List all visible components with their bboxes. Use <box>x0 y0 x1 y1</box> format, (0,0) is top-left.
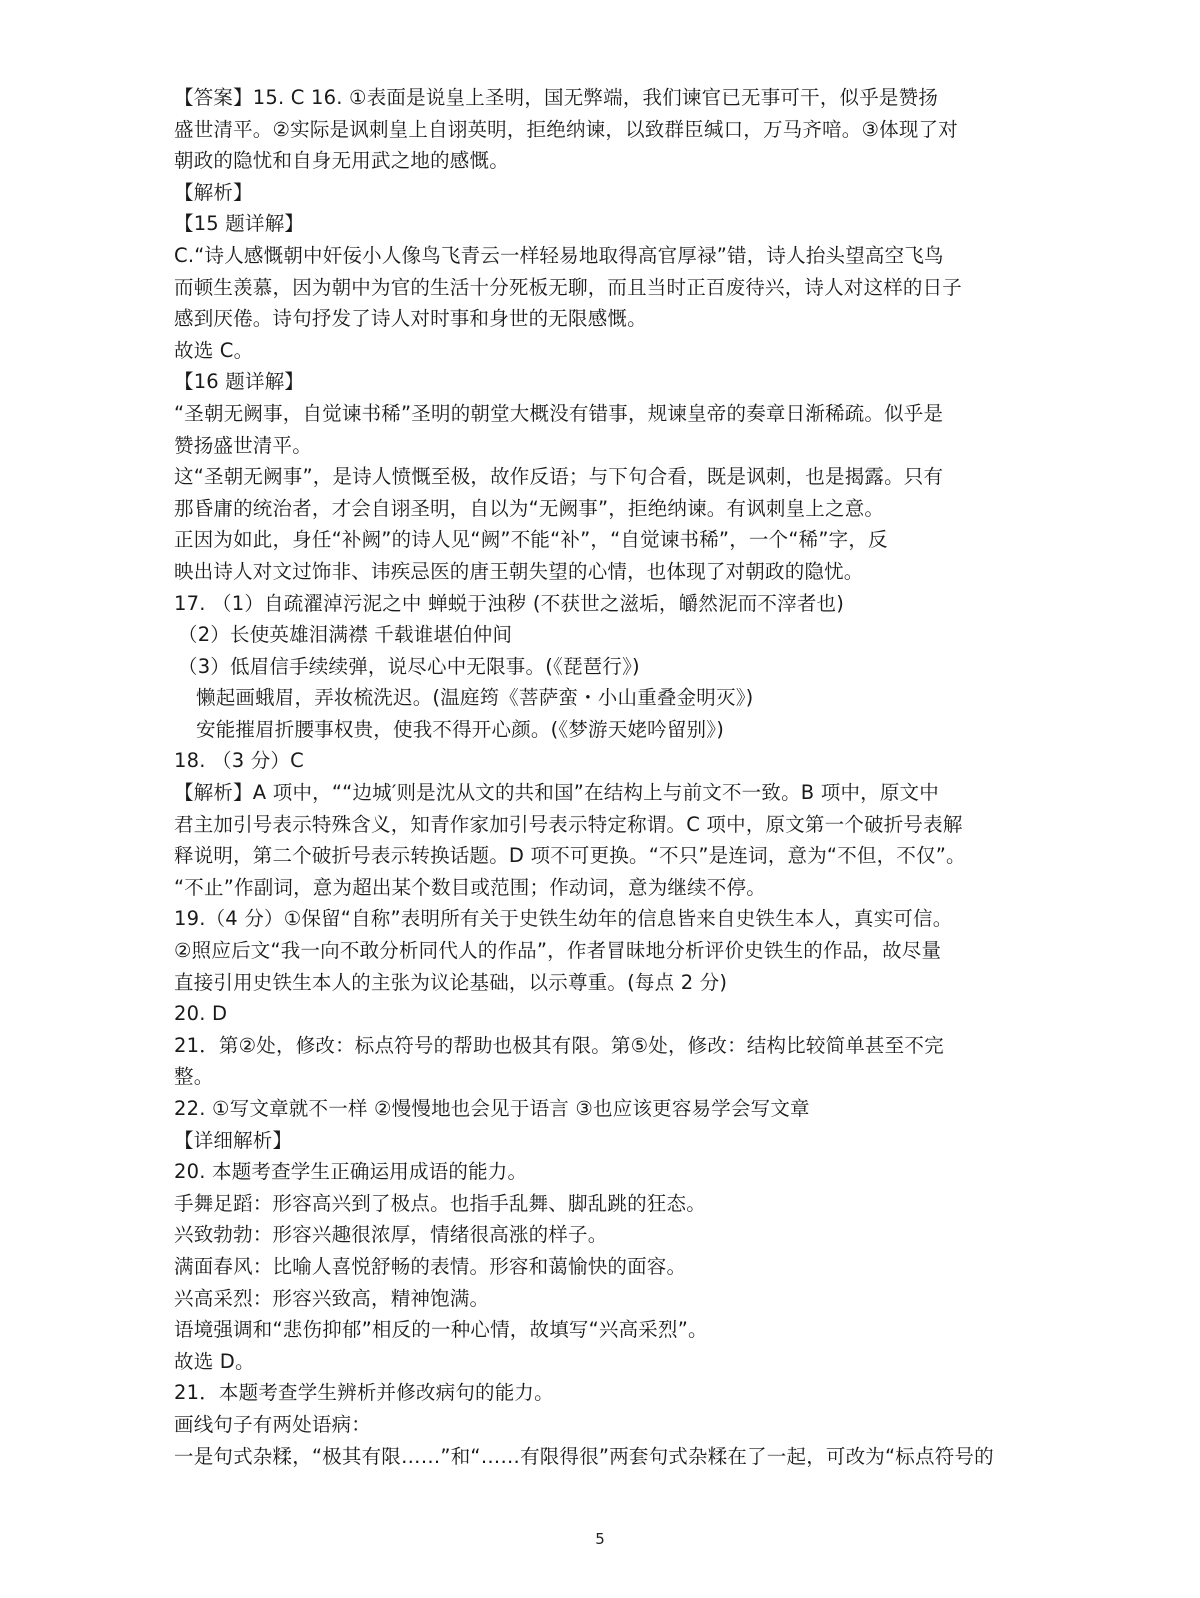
text-line: 17. （1）自疏濯淖污泥之中 蝉蜕于浊秽 (不获世之滋垢，皭然泥而不滓者也) <box>174 591 845 615</box>
text-line: 18. （3 分）C <box>174 749 304 773</box>
document-body <box>174 82 1034 1472</box>
text-line: 君主加引号表示特殊含义，知青作家加引号表示特定称谓。C 项中，原文第一个破折号表解 <box>174 812 963 836</box>
text-line: （2）长使英雄泪满襟 千载谁堪伯仲间 <box>178 623 513 647</box>
text-line: 画线句子有两处语病： <box>174 1412 372 1436</box>
text-line: 【解析】 <box>174 180 253 204</box>
text-line: 一是句式杂糅，“极其有限……”和“……有限得很”两套句式杂糅在了一起，可改为“标点符号的 <box>174 1444 994 1468</box>
text-line: 20. 本题考查学生正确运用成语的能力。 <box>174 1160 528 1184</box>
text-line: 映出诗人对文过饰非、讳疾忌医的唐王朝失望的心情，也体现了对朝政的隐忧。 <box>174 559 864 583</box>
text-line: 这“圣朝无阙事”，是诗人愤慨至极，故作反语；与下句合看，既是讽刺，也是揭露。只有 <box>174 465 944 489</box>
text-line: 【答案】15. C 16. ①表面是说皇上圣明，国无弊端，我们谏官已无事可干，似乎是赞扬 <box>174 86 939 109</box>
text-line: 直接引用史铁生本人的主张为议论基础，以示尊重。(每点 2 分) <box>174 970 728 994</box>
text-line: 故选 D。 <box>174 1349 255 1373</box>
text-line: 满面春风：比喻人喜悦舒畅的表情。形容和蔼愉快的面容。 <box>174 1254 687 1278</box>
text-line: 20. D <box>174 1002 228 1026</box>
text-line: 懒起画蛾眉，弄妆梳洗迟。(温庭筠《菩萨蛮・小山重叠金明灭》) <box>196 686 754 710</box>
page-number: 5 <box>595 1530 605 1548</box>
text-line: 【15 题详解】 <box>174 212 305 236</box>
text-line: 盛世清平。②实际是讽刺皇上自诩英明，拒绝纳谏，以致群臣缄口，万马齐喑。③体现了对 <box>174 117 958 141</box>
text-line: 【详细解析】 <box>174 1128 293 1152</box>
text-line: 【16 题详解】 <box>174 370 305 394</box>
text-line: 感到厌倦。诗句抒发了诗人对时事和身世的无限感慨。 <box>174 307 647 331</box>
text-line: 手舞足蹈：形容高兴到了极点。也指手乱舞、脚乱跳的狂态。 <box>174 1191 706 1215</box>
text-line: “不止”作副词，意为超出某个数目或范围；作动词，意为继续不停。 <box>174 875 766 899</box>
text-line: 21．第②处，修改：标点符号的帮助也极其有限。第⑤处，修改：结构比较简单甚至不完 <box>174 1033 944 1057</box>
text-line: 朝政的隐忧和自身无用武之地的感慨。 <box>174 149 509 173</box>
text-line: 正因为如此，身任“补阙”的诗人见“阙”不能“补”，“自觉谏书稀”，一个“稀”字，反 <box>174 528 888 552</box>
text-line: “圣朝无阙事，自觉谏书稀”圣明的朝堂大概没有错事，规谏皇帝的奏章日渐稀疏。似乎是 <box>174 401 944 425</box>
text-line: 释说明，第二个破折号表示转换话题。D 项不可更换。“不只”是连词，意为“不但，不仅”。 <box>174 844 966 868</box>
text-line: 故选 C。 <box>174 338 254 362</box>
text-line: 兴高采烈：形容兴致高，精神饱满。 <box>174 1286 490 1310</box>
text-line: 19.（4 分）①保留“自称”表明所有关于史铁生幼年的信息皆来自史铁生本人，真实可信。 <box>174 907 953 931</box>
text-line: 那昏庸的统治者，才会自诩圣明，自以为“无阙事”，拒绝纳谏。有讽刺皇上之意。 <box>174 496 885 520</box>
text-line: 21．本题考查学生辨析并修改病句的能力。 <box>174 1381 554 1405</box>
text-line: 兴致勃勃：形容兴趣很浓厚，情绪很高涨的样子。 <box>174 1223 608 1247</box>
text-line: 赞扬盛世清平。 <box>174 433 312 457</box>
text-line: 【解析】A 项中，““边城′则是沈从文的共和国”在结构上与前文不一致。B 项中，原文中 <box>174 781 939 805</box>
text-line: 语境强调和“悲伤抑郁”相反的一种心情，故填写“兴高采烈”。 <box>174 1318 708 1342</box>
text-line: 而顿生羡慕，因为朝中为官的生活十分死板无聊，而且当时正百废待兴，诗人对这样的日子 <box>174 275 963 299</box>
text-line: 22. ①写文章就不一样 ②慢慢地也会见于语言 ③也应该更容易学会写文章 <box>174 1097 810 1120</box>
text-line: 整。 <box>174 1065 214 1089</box>
text-line: （3）低眉信手续续弹，说尽心中无限事。(《琵琶行》) <box>178 654 640 678</box>
text-line: ②照应后文“我一向不敢分析同代人的作品”，作者冒昧地分析评价史铁生的作品，故尽量 <box>174 939 942 963</box>
text-line: C.“诗人感慨朝中奸佞小人像鸟飞青云一样轻易地取得高官厚禄”错，诗人抬头望高空飞鸟 <box>174 243 944 267</box>
text-line: 安能摧眉折腰事权贵，使我不得开心颜。(《梦游天姥吟留别》) <box>196 717 725 741</box>
